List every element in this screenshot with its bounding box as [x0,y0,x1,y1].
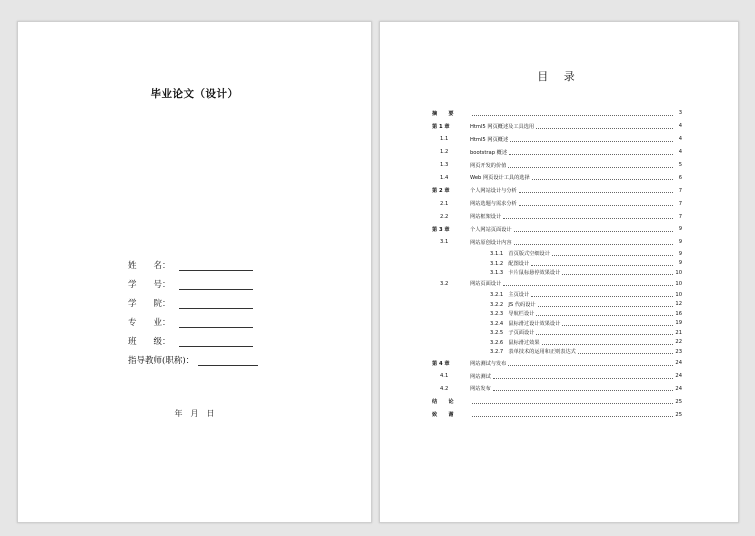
toc-entry-number: 3.1 [440,239,449,246]
toc-entry-page: 7 [678,187,682,194]
toc-entry-number: 2.1 [440,200,449,207]
toc-dot-leader [508,163,673,168]
toc-entry-title: 网页开发的价值 [470,162,507,169]
toc-dot-leader [562,270,673,275]
toc-entry-title: 个人网站页面设计 [470,226,512,233]
field-blank-line [179,298,253,309]
toc-dot-leader [562,321,673,326]
toc-entry-title: 网站测试 [470,373,491,380]
toc-entry-number: 1.3 [440,162,449,168]
toc-entry-number: 4.2 [440,385,449,392]
toc-entry-page: 4 [678,123,682,130]
toc-entry[interactable] [432,197,682,210]
toc-entry-page: 6 [678,174,682,181]
field-blank-line [179,336,253,347]
field-blank-line [179,260,253,271]
toc-dot-leader [536,124,673,129]
toc-dot-leader [542,340,673,345]
toc-entry-page: 10 [675,269,682,276]
toc-entry[interactable] [432,408,682,421]
toc-dot-leader [538,302,673,307]
field-label: 专 业： [128,318,171,328]
toc-dot-leader [508,361,673,366]
toc-entry-title: 网站页面设计 [470,281,502,288]
toc-entry-page: 5 [678,162,682,168]
toc-entry-page: 25 [675,398,682,405]
toc-entry-page: 9 [678,239,682,246]
toc-dot-leader [509,150,673,155]
toc-dot-leader [472,412,673,417]
field-blank-line [179,317,253,328]
toc-list [432,107,682,421]
toc-entry[interactable] [432,120,682,133]
toc-entry-page: 4 [678,136,682,143]
toc-dot-leader [510,137,673,142]
toc-entry-page: 25 [675,411,682,418]
toc-entry-page: 24 [675,373,682,380]
cover-title: 毕业论文（设计） [150,88,239,100]
toc-entry[interactable] [432,133,682,146]
toc-entry-title: 网站框架设计 [470,214,502,221]
toc-entry-number: 第 4 章 [432,360,450,367]
toc-entry-title: 3.1.2 配图设计 [490,260,530,267]
toc-entry[interactable] [432,290,682,300]
toc-entry-page: 23 [675,348,682,355]
toc-dot-leader [552,251,673,256]
toc-entry-title: 3.2.7 表单技术的运用和正则表达式 [490,349,576,356]
cover-field-advisor [128,347,258,366]
toc-entry[interactable] [432,300,682,310]
cover-field-college [128,290,258,309]
cover-page [17,21,372,523]
toc-dot-leader [532,175,673,180]
toc-entry[interactable] [432,268,682,278]
field-label: 学 院： [128,299,171,309]
toc-entry-title: 3.2.6 鼠标滑过效果 [490,339,540,346]
toc-entry-page: 7 [678,213,682,220]
toc-entry-title: Html5 网页概述及工具选用 [470,123,535,130]
toc-dot-leader [503,281,673,286]
toc-entry-page: 9 [678,226,682,233]
toc-entry-title: Html5 网页概述 [470,136,509,143]
cover-fields [128,252,258,366]
toc-entry-page: 4 [678,149,682,156]
toc-entry-title: 3.1.3 卡片鼠标悬停效果设计 [490,270,561,277]
toc-entry[interactable] [432,395,682,408]
toc-entry-title: 网站选题与需求分析 [470,201,517,208]
toc-dot-leader [519,188,673,193]
toc-entry[interactable] [432,258,682,268]
toc-dot-leader [472,399,673,404]
toc-dot-leader [493,386,673,391]
toc-entry-page: 10 [675,291,682,298]
toc-entry-page: 12 [675,301,682,308]
toc-entry-page: 19 [675,320,682,327]
field-label: 学 号： [128,280,171,290]
toc-entry-number: 1.2 [440,149,449,156]
toc-entry-number: 第 2 章 [432,188,450,195]
toc-entry[interactable] [432,347,682,357]
toc-entry[interactable] [432,277,682,290]
toc-entry[interactable] [432,236,682,249]
toc-entry-number: 致 谢 [432,412,457,419]
toc-entry[interactable] [432,146,682,159]
toc-entry-page: 24 [675,360,682,367]
toc-entry-title: 3.2.1 主页设计 [490,292,530,299]
toc-entry-page: 10 [675,280,682,287]
toc-entry-title: Web 网页设计工具的选择 [470,175,530,182]
toc-dot-leader [519,201,673,206]
toc-dot-leader [578,349,673,354]
toc-dot-leader [514,240,673,245]
toc-entry[interactable] [432,107,682,120]
toc-entry-page: 9 [678,260,682,267]
toc-entry[interactable] [432,184,682,197]
toc-entry[interactable] [432,357,682,370]
toc-entry-title: 3.2.2 JS 代码设计 [490,301,536,308]
toc-entry-page: 21 [675,329,682,336]
toc-entry-number: 1.4 [440,174,449,181]
toc-entry-title: 3.2.5 子页面设计 [490,330,535,337]
field-blank-line [198,355,258,366]
toc-dot-leader [536,330,673,335]
toc-dot-leader [514,227,673,232]
toc-entry-page: 16 [675,310,682,317]
toc-entry-page: 9 [678,250,682,257]
toc-page [379,21,739,523]
cover-date: 年 月 日 [174,409,215,418]
toc-entry[interactable] [432,382,682,395]
toc-dot-leader [531,261,673,266]
field-blank-line [179,279,253,290]
toc-entry-number: 1.1 [440,136,449,143]
toc-entry[interactable] [432,338,682,348]
toc-entry-title: 网站测试与发布 [470,360,507,367]
toc-heading: 目 录 [537,70,581,83]
toc-entry-page: 3 [678,110,682,117]
toc-entry-title: bootstrap 概述 [470,149,508,156]
toc-dot-leader [531,292,673,297]
toc-entry-number: 第 3 章 [432,226,450,233]
toc-entry-page: 7 [678,200,682,207]
toc-dot-leader [503,214,673,219]
toc-entry-title: 网站发布 [470,386,491,393]
cover-field-student-id [128,271,258,290]
toc-dot-leader [536,311,673,316]
advisor-label: 指导教师(职称)： [128,356,195,366]
toc-entry[interactable] [432,319,682,329]
field-label: 班 级： [128,337,171,347]
toc-entry-page: 24 [675,385,682,392]
toc-entry[interactable] [432,159,682,172]
toc-entry-title: 网站原创设计内容 [470,239,512,246]
toc-entry[interactable] [432,309,682,319]
toc-entry[interactable] [432,171,682,184]
toc-entry[interactable] [432,249,682,259]
toc-entry-title: 3.2.4 鼠标滑过设计效果设计 [490,320,561,327]
field-label: 姓 名： [128,261,171,271]
toc-entry-number: 第 1 章 [432,123,450,130]
toc-entry-title: 3.2.3 导航栏设计 [490,311,535,318]
cover-field-class [128,328,258,347]
toc-entry-number: 3.2 [440,280,449,287]
toc-entry-title: 3.1.1 首页版式空细设计 [490,251,550,258]
toc-entry[interactable] [432,210,682,223]
toc-entry-title: 个人网站设计与分析 [470,188,517,195]
toc-entry-number: 结 论 [432,399,457,406]
toc-dot-leader [493,374,673,379]
toc-entry[interactable] [432,328,682,338]
cover-field-name [128,252,258,271]
toc-entry-number: 摘 要 [432,110,457,117]
toc-dot-leader [472,111,673,116]
toc-entry[interactable] [432,370,682,383]
cover-field-major [128,309,258,328]
toc-entry[interactable] [432,223,682,236]
toc-entry-number: 2.2 [440,213,449,220]
toc-entry-page: 22 [675,339,682,346]
toc-entry-number: 4.1 [440,373,449,380]
